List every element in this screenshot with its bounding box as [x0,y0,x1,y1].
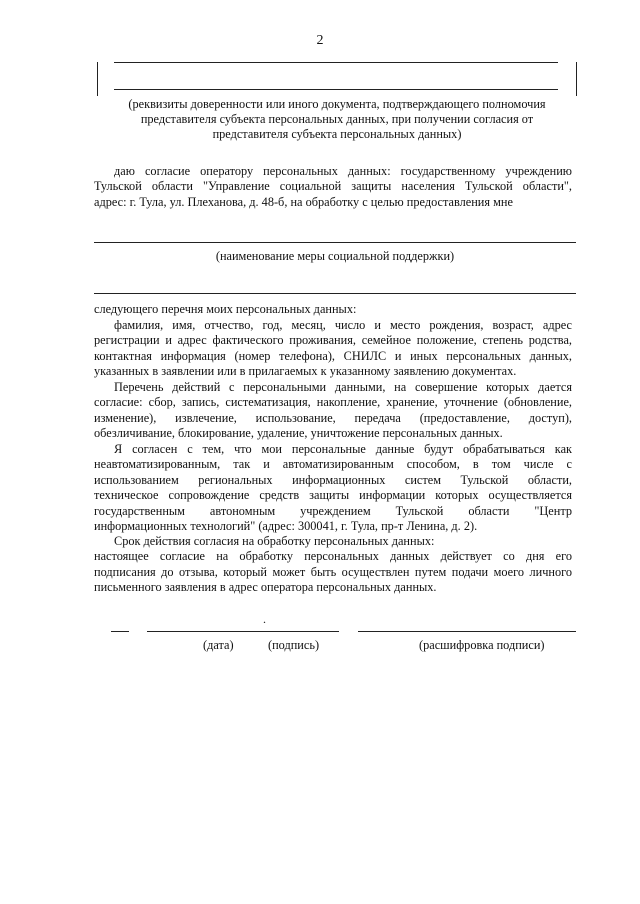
processing-line: неавтоматизированным, так и автоматизированным способом, в том числе с [94,457,572,472]
data-list-paragraph [94,318,572,380]
support-measure-line-2 [94,293,576,294]
processing-paragraph [94,442,572,534]
data-list-line: указанных в заявлении или в прилагаемых к указанному заявлению документах. [94,364,517,379]
proxy-line-2 [114,89,558,90]
data-list-line: контактная информация (номер телефона), СНИЛС и иных персональных данных, [94,348,572,363]
list-intro: следующего перечня моих персональных данных: [94,302,357,316]
term-line: письменного заявления в адрес оператора персональных данных. [94,580,437,595]
signature-label: (подпись) [268,638,320,652]
signature-line [147,631,339,632]
processing-line: использованием региональных информационных систем Тульской области, [94,472,572,487]
term-line: настоящее согласие на обработку персональных данных действует со дня его [94,549,572,564]
proxy-caption-line: представителя субъекта персональных данных) [212,127,462,141]
processing-line: государственным автономным учреждением Тульской области "Центр [94,503,572,518]
actions-paragraph [94,380,572,442]
bracket-right [576,62,577,96]
date-short-line [111,631,129,632]
term-line: Срок действия согласия на обработку персональных данных: [114,534,435,548]
page-number: 2 [316,33,324,48]
data-list-line: регистрации и адрес фактического проживания, семейное положение, степень родства, [94,333,572,348]
actions-line: обезличивание, блокирование, удаление, уничтожение персональных данных. [94,426,503,441]
actions-line: изменение), извлечение, использование, передача (предоставление, доступ), [94,410,572,425]
data-list-line: фамилия, имя, отчество, год, месяц, число и место рождения, возраст, адрес [114,318,572,332]
proxy-caption-line: (реквизиты доверенности или иного документа, подтверждающего полномочия [128,97,546,111]
actions-line: Перечень действий с персональными данными, на совершение которых дается [114,380,572,394]
processing-line: Я согласен с тем, что мои персональные данные будут обрабатываться как [114,442,572,456]
bracket-left [97,62,98,96]
actions-line: согласие: сбор, запись, систематизация, накопление, хранение, уточнение (обновление, [94,395,572,410]
support-measure-line [94,242,576,243]
processing-line: информационных технологий" (адрес: 300041, г. Тула, пр-т Ленина, д. 2). [94,519,478,534]
date-label: (дата) [203,638,234,652]
consent-intro [94,164,572,210]
decryption-line [358,631,576,632]
consent-intro-line: Тульской области "Управление социальной защиты населения Тульской области", [94,179,572,194]
decryption-label: (расшифровка подписи) [419,638,545,652]
consent-intro-line: адрес: г. Тула, ул. Плеханова, д. 48-б, на обработку с целью предоставления мне [94,194,513,209]
signature-dot: . [263,612,266,626]
consent-intro-line: даю согласие оператору персональных данных: государственному учреждению [114,164,572,178]
proxy-line-1 [114,62,558,63]
term-paragraph [94,534,572,596]
term-line: подписания до отзыва, который может быть осуществлен путем подачи моего личного [94,564,572,579]
proxy-caption-line: представителя субъекта персональных данных, при получении согласия от [140,112,534,126]
support-caption: (наименование меры социальной поддержки) [215,249,455,263]
processing-line: техническое сопровождение средств защиты информации которых осуществляется [94,488,572,503]
proxy-caption [98,97,576,142]
